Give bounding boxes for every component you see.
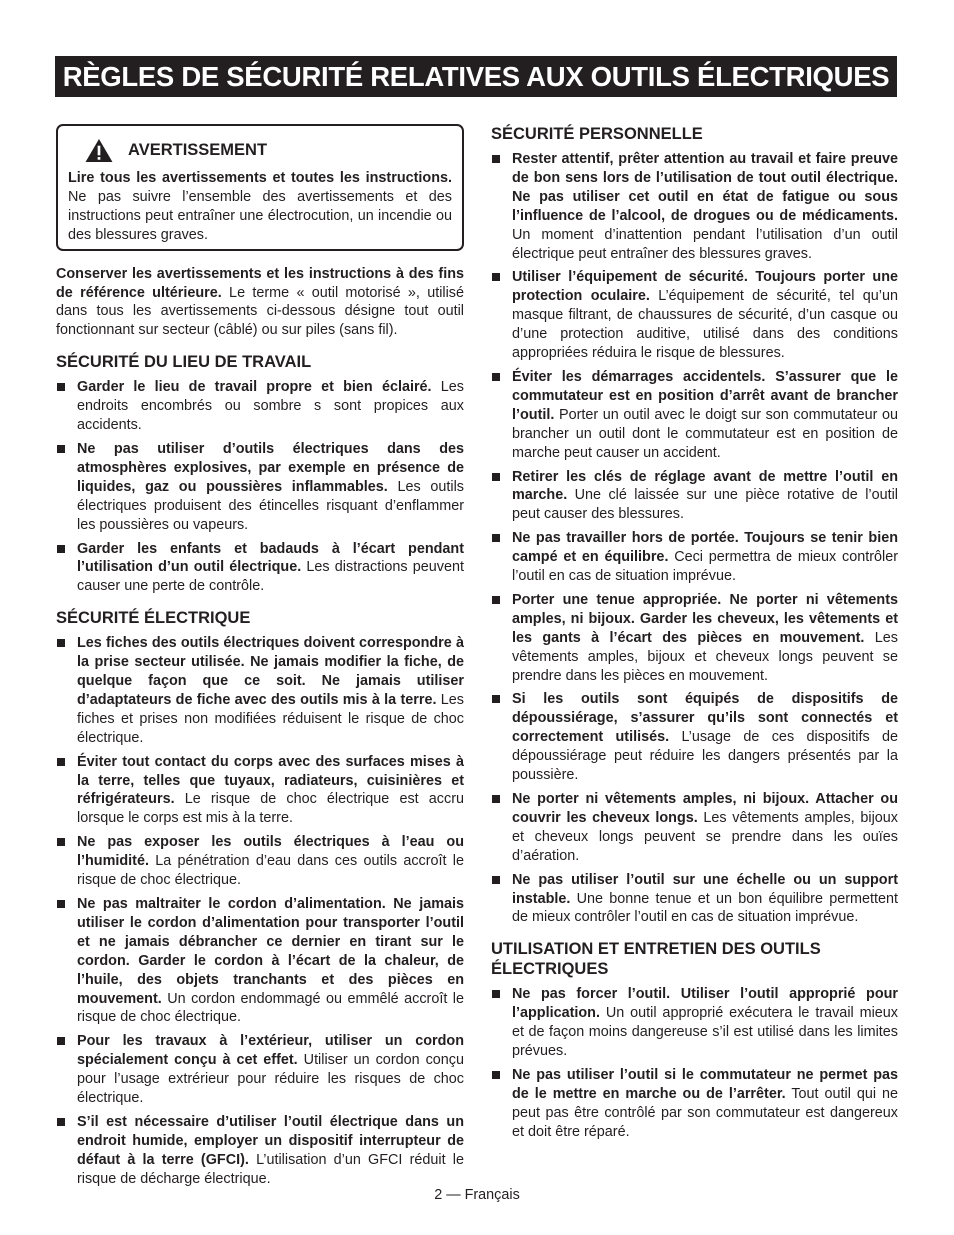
rule-text: Utiliser un cordon conçu pour l’usage extrérieur pour réduire les risques de choc électrique.	[77, 1052, 464, 1107]
rule-text: L’utilisation d’un GFCI réduit le risque de décharge électrique.	[77, 1151, 464, 1187]
rule-bold: Ne pas utiliser l’outil si le commutateur ne permet pas de le mettre en marche ou de l’arrêter.	[512, 1066, 898, 1102]
title-bar	[55, 56, 897, 97]
list-item	[56, 895, 464, 1027]
electrical-rules	[56, 634, 464, 1188]
list-item	[56, 1113, 464, 1189]
intro-plain: Le terme « outil motorisé », utilisé dans tous les avertissements ci-dessous désigne tout outil fonctionnant sur secteur (câblé) ou sur piles (sans fil).	[56, 284, 464, 339]
left-column	[56, 124, 464, 1201]
list-item	[491, 268, 898, 363]
rule-bold: Pour les travaux à l’extérieur, utiliser un cordon spécialement conçu à cet effet.	[77, 1033, 464, 1069]
rule-bold: Ne pas utiliser d’outils électriques dans des atmosphères explosives, par exemple en présence de liquides, gaz ou poussières inflammables.	[77, 440, 464, 495]
rule-bold: Éviter les démarrages accidentels. S’assurer que le commutateur est en position d’arrêt avant de brancher l’outil.	[512, 368, 898, 423]
list-item	[491, 591, 898, 686]
rule-text: Porter un outil avec le doigt sur son commutateur ou brancher un outil dont le commutateur est en position de marche peut causer un accident.	[512, 406, 898, 461]
list-item	[491, 1066, 898, 1142]
list-item	[491, 368, 898, 463]
rule-bold: Garder le lieu de travail propre et bien éclairé.	[77, 379, 432, 396]
rule-bold: Ne pas forcer l’outil. Utiliser l’outil approprié pour l’application.	[512, 986, 898, 1022]
rule-text: Le risque de choc électrique est accru lorsque le corps est mis à la terre.	[77, 791, 464, 827]
rule-text: Un moment d’inattention pendant l’utilisation d’un outil électrique peut entraîner des blessures graves.	[512, 226, 898, 262]
page-footer: 2 — Français	[434, 1187, 520, 1203]
list-item	[56, 440, 464, 535]
rule-text: Les outils électriques produisent des étincelles risquant d’enflammer les poussières ou vapeurs.	[77, 478, 464, 533]
warning-heading: AVERTISSEMENT	[128, 141, 268, 160]
rule-bold: Si les outils sont équipés de dispositifs de dépoussiérage, s’assurer qu’ils sont connectés et correctement utilisés.	[512, 691, 898, 746]
warning-triangle-icon	[84, 138, 114, 163]
intro-paragraph	[56, 265, 464, 341]
rule-bold: Utiliser l’équipement de sécurité. Toujours porter une protection oculaire.	[512, 269, 898, 305]
section-heading-personal: SÉCURITÉ PERSONNELLE	[491, 125, 703, 143]
list-item	[56, 634, 464, 747]
rule-text: Un cordon endommagé ou emmêlé accroît le risque de choc électrique.	[77, 990, 464, 1026]
warning-plain: Ne pas suivre l’ensemble des avertissements et des instructions peut entraîner une électrocution, un incendie ou des blessures graves.	[68, 188, 452, 243]
list-item	[491, 690, 898, 785]
warning-box	[56, 124, 464, 251]
intro-bold: Conserver les avertissements et les instructions à des fins de référence ultérieure.	[56, 265, 464, 301]
list-item	[56, 378, 464, 435]
warning-text	[68, 169, 452, 245]
list-item	[491, 468, 898, 525]
page-title: RÈGLES DE SÉCURITÉ RELATIVES AUX OUTILS ÉLECTRIQUES	[62, 60, 890, 92]
section-heading-work-area: SÉCURITÉ DU LIEU DE TRAVAIL	[56, 353, 312, 372]
tool-use-rules	[491, 985, 898, 1141]
work-area-rules	[56, 378, 464, 596]
warning-bold: Lire tous les avertissements et toutes les instructions.	[68, 170, 452, 186]
rule-text: Les fiches et prises non modifiées réduisent le risque de choc électrique.	[77, 691, 464, 746]
rule-text: Les vêtements amples, bijoux et cheveux longs peuvent se prendre dans les pièces en mouvement.	[512, 629, 898, 684]
rule-bold: Ne pas travailler hors de portée. Toujours se tenir bien campé et en équilibre.	[512, 530, 898, 566]
rule-text: Les endroits encombrés ou sombre s sont propices aux accidents.	[77, 379, 464, 434]
rule-bold: Ne pas exposer les outils électriques à l’eau ou l’humidité.	[77, 834, 464, 870]
rule-text: Tout outil qui ne peut pas être contrôlé par son commutateur est dangereux et doit être réparé.	[512, 1085, 899, 1140]
rule-text: L’usage de ces dispositifs de dépoussiérage peut réduire les dangers présentés par la poussière.	[512, 729, 898, 784]
rule-text: La pénétration d’eau dans ces outils accroît le risque de choc électrique.	[77, 853, 464, 889]
rule-bold: Ne porter ni vêtements amples, ni bijoux. Attacher ou couvrir les cheveux longs.	[512, 791, 898, 826]
list-item	[56, 1032, 464, 1108]
rule-text: Ceci permettra de mieux contrôler l’outil en cas de situation imprévue.	[512, 549, 898, 585]
rule-bold: Ne pas maltraiter le cordon d’alimentation. Ne jamais utiliser le cordon d’alimentation pour transporter l’outil et ne jamais débrancher ce dernier en tirant sur le cordon. Garder le cordon à l’écart de la chaleur, de l’huile, des objets tranchants et des pièces en mouvement.	[77, 896, 464, 1007]
warning-header	[68, 138, 452, 163]
list-item	[491, 790, 898, 866]
rule-text: Les vêtements amples, bijoux et cheveux longs peuvent se prendre dans les ouïes d’aération.	[512, 809, 898, 864]
rule-text: Une clé laissée sur une pièce rotative de l’outil peut causer des blessures.	[512, 487, 898, 523]
rule-text: Une bonne tenue et un bon équilibre permettent de mieux contrôler l’outil en cas de situation imprévue.	[512, 890, 898, 926]
rule-text: Un outil approprié exécutera le travail mieux et de façon moins dangereuse s’il est utilisé dans les limites prévues.	[512, 1005, 898, 1060]
list-item	[56, 753, 464, 829]
rule-bold: Rester attentif, prêter attention au travail et faire preuve de bon sens lors de l’utilisation de tout outil électrique. Ne pas utiliser cet outil en état de fatigue ou sous l’influence de l’alcool, de drogues ou de médicaments.	[512, 151, 898, 224]
list-item	[56, 540, 464, 597]
rule-bold: Retirer les clés de réglage avant de mettre l’outil en marche.	[512, 468, 898, 504]
rule-bold: S’il est nécessaire d’utiliser l’outil électrique dans un endroit humide, employer un dispositif interrupteur de défaut à la terre (GFCI).	[77, 1113, 464, 1168]
rule-bold: Ne pas utiliser l’outil sur une échelle ou un support instable.	[512, 871, 898, 907]
section-heading-electrical: SÉCURITÉ ÉLECTRIQUE	[56, 609, 251, 628]
list-item	[56, 833, 464, 890]
rule-bold: Porter une tenue appropriée. Ne porter ni vêtements amples, ni bijoux. Garder les cheveux, les vêtements et les gants à l’écart des pièces en mouvement.	[512, 591, 898, 646]
right-column	[491, 124, 898, 1154]
section-heading-tool-use: UTILISATION ET ENTRETIEN DES OUTILS ÉLECTRIQUES	[491, 940, 821, 979]
rule-bold: Garder les enfants et badauds à l’écart pendant l’utilisation d’un outil électrique.	[77, 540, 464, 576]
list-item	[491, 529, 898, 586]
rule-text: L’équipement de sécurité, tel qu’un masque filtrant, de chaussures de sécurité, d’un casque ou d’une protection auditive, utilisé dans des conditions appropriées réduira le risque de blessures.	[512, 288, 899, 362]
rule-text: Les distractions peuvent causer une perte de contrôle.	[77, 559, 464, 595]
list-item	[491, 871, 898, 928]
rule-bold: Les fiches des outils électriques doivent correspondre à la prise secteur utilisée. Ne jamais modifier la fiche, de quelque façon que ce soit. Ne jamais utiliser d’adaptateurs de fiche avec des outils mis à la terre.	[77, 635, 464, 708]
rule-bold: Éviter tout contact du corps avec des surfaces mises à la terre, telles que tuyaux, radiateurs, cuisinières et réfrigérateurs.	[77, 753, 464, 808]
personal-rules	[491, 150, 898, 927]
list-item	[491, 985, 898, 1061]
list-item	[491, 150, 898, 263]
